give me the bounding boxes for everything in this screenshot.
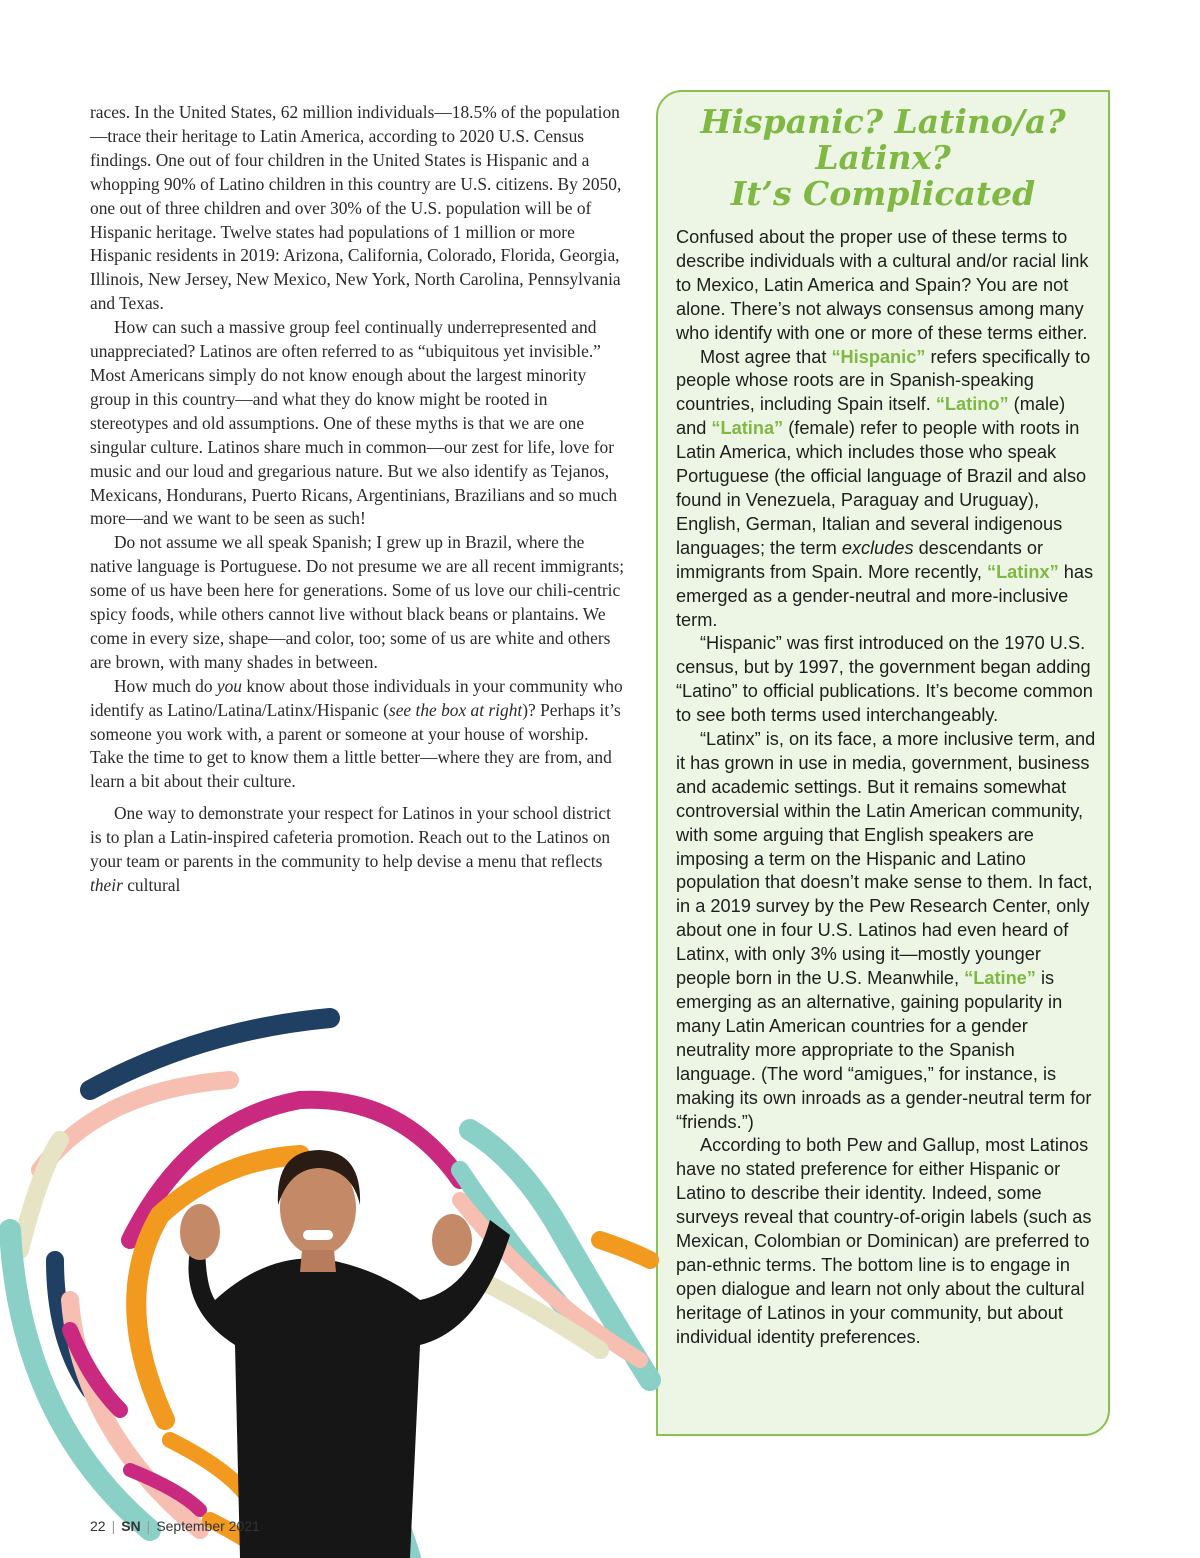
text-run: refers specifically to people whose roots are in Spanish-speaking countries, including Spain itself. bbox=[676, 346, 1091, 415]
article-paragraph bbox=[90, 802, 625, 898]
sidebar-title-line: It’s Complicated bbox=[730, 174, 1036, 213]
woman-neck bbox=[300, 1250, 336, 1272]
sidebar-title-line: Hispanic? Latino/a? bbox=[700, 102, 1066, 141]
decorative-swirl-illustration bbox=[0, 1000, 680, 1558]
term-latine: “Latine” bbox=[964, 968, 1036, 989]
sidebar-title-line: Latinx? bbox=[815, 138, 951, 177]
term-latina: “Latina” bbox=[711, 418, 784, 439]
emphasis-you: you bbox=[216, 675, 243, 696]
swirl-stroke-orange-2 bbox=[600, 1240, 650, 1260]
text-run: descendants or immigrants from Spain. More recently, bbox=[676, 537, 1044, 582]
magazine-name: SN bbox=[121, 1518, 141, 1534]
issue-date: September 2021 bbox=[156, 1518, 260, 1534]
footer-separator: | bbox=[111, 1518, 116, 1534]
page-number: 22 bbox=[90, 1518, 106, 1534]
text-run: One way to demonstrate your respect for Latinos in your school district is to plan a Latin-inspired cafeteria promotion. Reach out to the Latinos on your team or parents in the community to help devise a menu that reflects bbox=[90, 803, 611, 872]
sidebar-paragraph: According to both Pew and Gallup, most Latinos have no stated preference for either Hispanic or Latino to describe their identity. Indeed, some surveys reveal that country-of-origin labels (such as Mexican, Colombian or Dominican) are preferred to pan-ethnic terms. The bottom line is to engage in open dialogue and learn not only about the cultural heritage of Latinos in your community, but about individual identity preferences. bbox=[676, 1135, 1092, 1347]
article-column bbox=[90, 101, 625, 898]
sidebar-paragraph bbox=[676, 346, 1096, 633]
text-run: (female) refer to people with roots in Latin America, which includes those who speak Portuguese (the official language of Brazil and also found in Venezuela, Paraguay and Uruguay), English, German, Italian and several indigenous languages; the term bbox=[676, 418, 1087, 558]
footer-separator: | bbox=[146, 1518, 151, 1534]
text-run: “Latinx” is, on its face, a more inclusive term, and it has grown in use in media, government, business and academic settings. But it remains somewhat controversial within the Latin American community, with some arguing that English speakers are imposing a term on the Hispanic and Latino population that doesn’t make sense to them. In fact, in a 2019 survey by the Pew Research Center, only about one in four U.S. Latinos had even heard of Latinx, with only 3% using it—mostly younger people born in the U.S. Meanwhile, bbox=[676, 729, 1096, 989]
term-latinx: “Latinx” bbox=[986, 561, 1059, 582]
term-hispanic: “Hispanic” bbox=[831, 346, 926, 367]
woman-smile bbox=[303, 1230, 333, 1240]
sidebar-body bbox=[676, 226, 1096, 1350]
text-run: (male) and bbox=[676, 394, 1066, 439]
emphasis-excludes: excludes bbox=[841, 537, 914, 558]
article-paragraph: Do not assume we all speak Spanish; I grew up in Brazil, where the native language is Portuguese. Do not presume we are all recent immigrants; some of us have been here for generations. Some of us love our chili-centric spicy foods, while others cannot live without black beans or plantains. We come in every size, shape—and color, too; some of us are white and others are brown, with many shades in between. bbox=[90, 532, 625, 672]
page-footer bbox=[90, 1518, 260, 1534]
term-latino: “Latino” bbox=[935, 394, 1009, 415]
text-run: know about those individuals in your community who identify as Latino/Latina/Latinx/Hispanic ( bbox=[90, 675, 623, 720]
sidebar-paragraph bbox=[676, 728, 1096, 1134]
article-paragraph: How can such a massive group feel continually underrepresented and unappreciated? Latinos are often referred to as “ubiquitous yet invisible.” Most Americans simply do not know enough about the largest minority group in this country—and what they do know might be rooted in stereotypes and old assumptions. One of these myths is that we are one singular culture. Latinos share much in common—our zest for life, love for music and our loud and gregarious nature. But we also identify as Tejanos, Mexicans, Hondurans, Puerto Ricans, Argentinians, Brazilians and so much more—and we want to be seen as such! bbox=[90, 317, 618, 529]
woman-left-hand bbox=[180, 1204, 220, 1260]
text-run: has emerged as a gender-neutral and more-inclusive term. bbox=[676, 561, 1094, 630]
woman-body bbox=[188, 1220, 510, 1558]
woman-right-hand bbox=[432, 1214, 472, 1266]
emphasis-see-box: see the box at right bbox=[388, 699, 523, 720]
text-run: )? Perhaps it’s someone you work with, a parent or someone at your house of worship. Take the time to get to know them a little better—where they are from, and learn a bit about their culture. bbox=[90, 699, 621, 792]
text-run: How much do bbox=[114, 675, 217, 696]
text-run: is emerging as an alternative, gaining popularity in many Latin American countries for a gender neutrality more appropriate to the Spanish language. (The word “amigues,” for instance, is making its own inroads as a gender-neutral term for “friends.”) bbox=[676, 968, 1092, 1132]
text-run: Most agree that bbox=[700, 346, 832, 367]
text-run: cultural bbox=[122, 875, 181, 895]
sidebar-paragraph: “Hispanic” was first introduced on the 1970 U.S. census, but by 1997, the government began adding “Latino” to official publications. It’s become common to see both terms used interchangeably. bbox=[676, 633, 1093, 726]
sidebar-paragraph: Confused about the proper use of these terms to describe individuals with a cultural and/or racial link to Mexico, Latin America and Spain? You are not alone. There’s not always consensus among many who identify with one or more of these terms either. bbox=[676, 227, 1089, 343]
emphasis-their: their bbox=[90, 875, 123, 895]
sidebar-title bbox=[656, 104, 1110, 212]
article-paragraph: races. In the United States, 62 million individuals—18.5% of the population—trace their heritage to Latin America, according to 2020 U.S. Census findings. One out of four children in the United States is Hispanic and a whopping 90% of Latino children in this country are U.S. citizens. By 2050, one out of three children and over 30% of the U.S. population will be of Hispanic heritage. Twelve states had populations of 1 million or more Hispanic residents in 2019: Arizona, California, Colorado, Florida, Georgia, Illinois, New Jersey, New Mexico, New York, North Carolina, Pennsylvania and Texas. bbox=[90, 102, 622, 314]
article-paragraph bbox=[90, 675, 625, 795]
